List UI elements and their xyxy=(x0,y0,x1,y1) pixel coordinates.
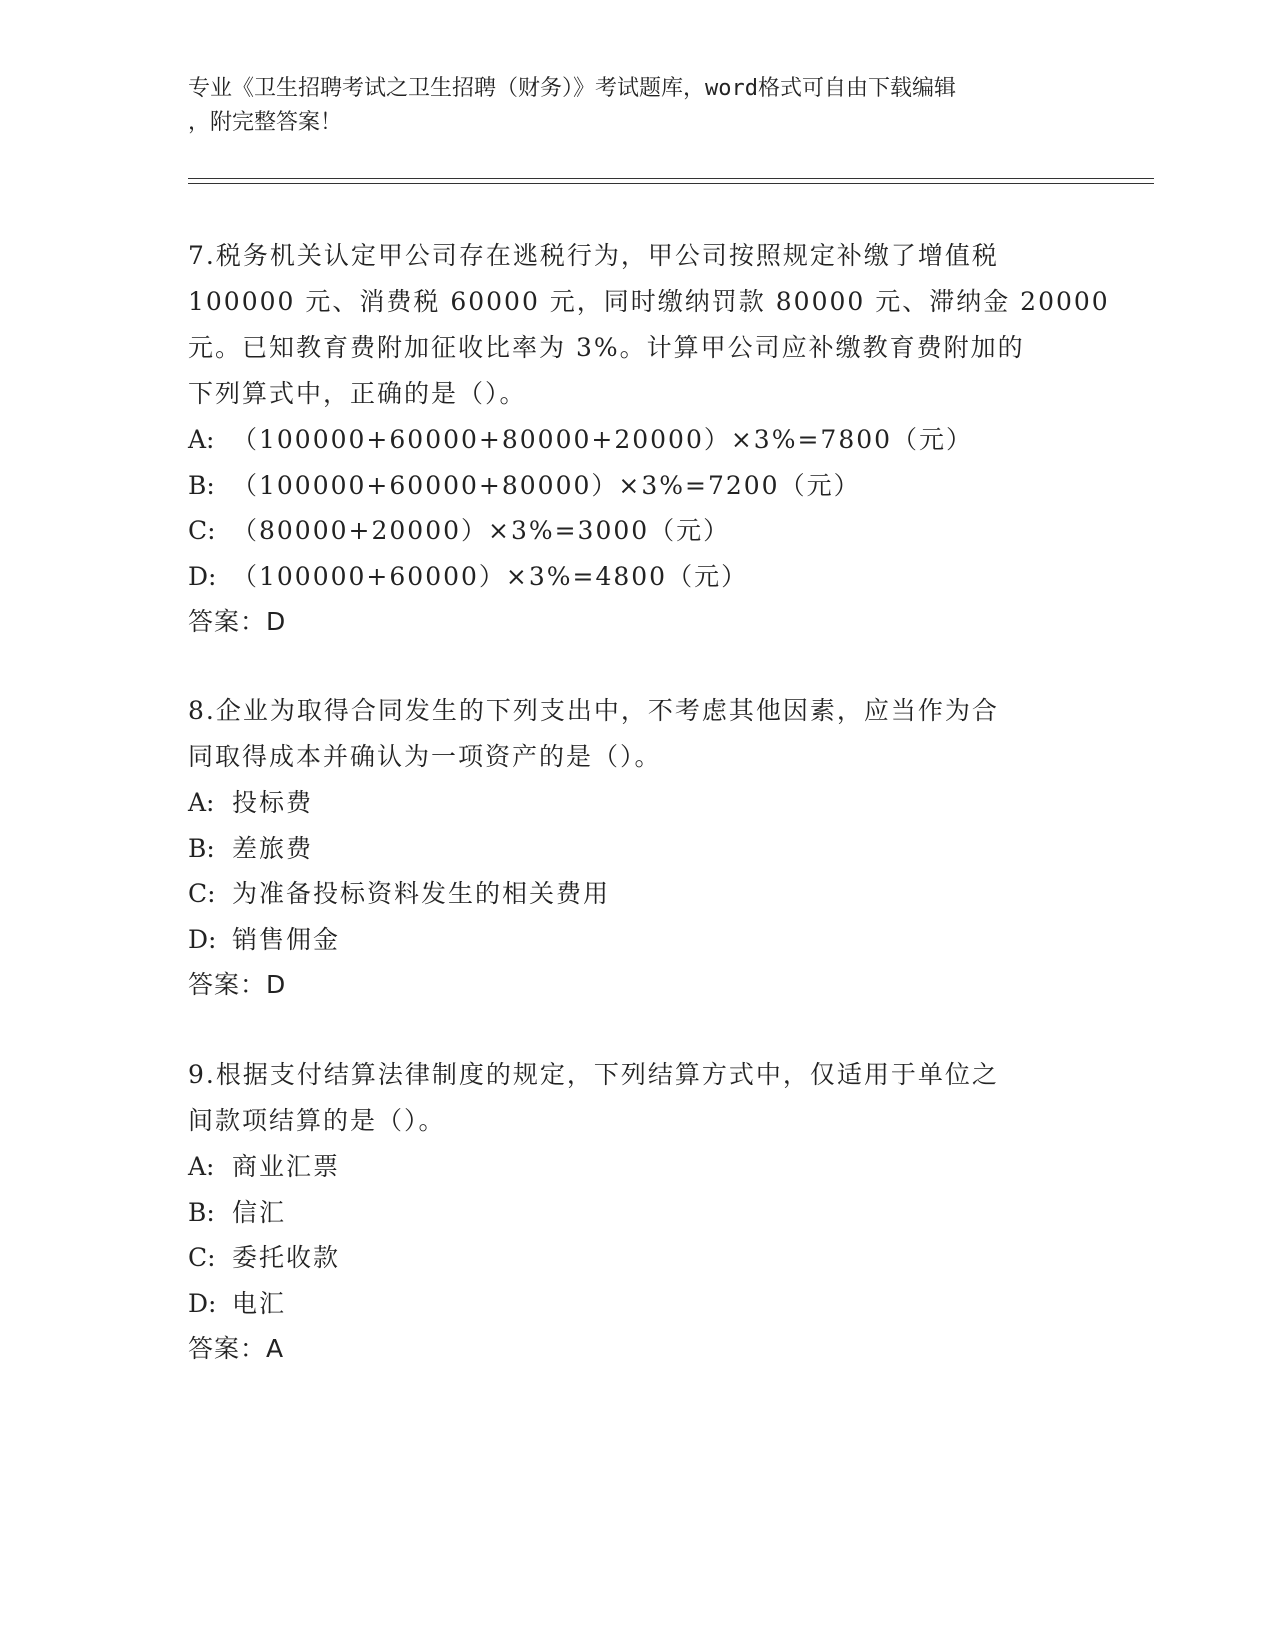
option-text: （100000+60000+80000）×3%=7200（元） xyxy=(232,470,861,500)
question-text-line: 元。已知教育费附加征收比率为 3%。计算甲公司应补缴教育费附加的 xyxy=(188,333,1025,362)
question-text-line: 9.根据支付结算法律制度的规定，下列结算方式中，仅适用于单位之 xyxy=(188,1060,999,1089)
option-c xyxy=(188,871,1068,917)
question-text-line: 8.企业为取得合同发生的下列支出中，不考虑其他因素，应当作为合 xyxy=(188,696,999,725)
option-key: D: xyxy=(188,1288,217,1318)
question-8 xyxy=(188,688,1068,1008)
answer-line: 答案：D xyxy=(188,607,287,636)
option-key: A: xyxy=(188,1152,215,1181)
option-text: 投标费 xyxy=(232,788,314,817)
question-text-line: 100000 元、消费税 60000 元，同时缴纳罚款 80000 元、滞纳金 20000 xyxy=(188,287,1110,316)
document-header xyxy=(188,72,1068,140)
option-text: 商业汇票 xyxy=(232,1152,341,1181)
header-line: ，附完整答案！ xyxy=(188,110,343,135)
option-text: 电汇 xyxy=(232,1288,287,1318)
option-a xyxy=(188,780,1068,826)
option-key: A: xyxy=(188,425,215,454)
option-b xyxy=(188,1190,1068,1236)
option-text: （100000+60000）×3%=4800（元） xyxy=(232,561,749,591)
option-key: D: xyxy=(188,561,217,591)
option-key: D: xyxy=(188,924,217,954)
option-c xyxy=(188,1235,1068,1281)
header-line: 专业《卫生招聘考试之卫生招聘（财务）》考试题库，word格式可自由下载编辑 xyxy=(188,76,956,101)
option-key: B: xyxy=(188,1197,215,1227)
question-text-line: 同取得成本并确认为一项资产的是（）。 xyxy=(188,742,662,771)
option-key: B: xyxy=(188,833,215,863)
option-d xyxy=(188,554,1068,600)
option-d xyxy=(188,917,1068,963)
question-text-line: 7.税务机关认定甲公司存在逃税行为，甲公司按照规定补缴了增值税 xyxy=(188,241,999,270)
question-9 xyxy=(188,1052,1068,1372)
option-text: （100000+60000+80000+20000）×3%=7800（元） xyxy=(232,425,974,454)
option-text: （80000+20000）×3%=3000（元） xyxy=(232,516,731,545)
option-a xyxy=(188,1144,1068,1190)
option-key: C: xyxy=(188,879,216,908)
option-d xyxy=(188,1281,1068,1327)
option-key: C: xyxy=(188,1243,216,1272)
question-text-line: 下列算式中，正确的是（）。 xyxy=(188,379,527,408)
option-text: 为准备投标资料发生的相关费用 xyxy=(232,879,611,908)
question-7 xyxy=(188,233,1110,645)
answer-line: 答案：A xyxy=(188,1334,285,1363)
option-key: A: xyxy=(188,788,215,817)
option-c xyxy=(188,508,1068,554)
option-b xyxy=(188,463,1068,509)
option-text: 销售佣金 xyxy=(232,924,341,954)
option-key: B: xyxy=(188,470,215,500)
option-key: C: xyxy=(188,516,216,545)
question-text-line: 间款项结算的是（）。 xyxy=(188,1106,446,1135)
option-text: 差旅费 xyxy=(232,833,314,863)
answer-line: 答案：D xyxy=(188,970,287,999)
header-divider xyxy=(188,183,1154,184)
option-text: 委托收款 xyxy=(232,1243,341,1272)
header-divider xyxy=(188,178,1154,179)
option-b xyxy=(188,826,1068,872)
option-text: 信汇 xyxy=(232,1197,287,1227)
option-a xyxy=(188,417,1068,463)
